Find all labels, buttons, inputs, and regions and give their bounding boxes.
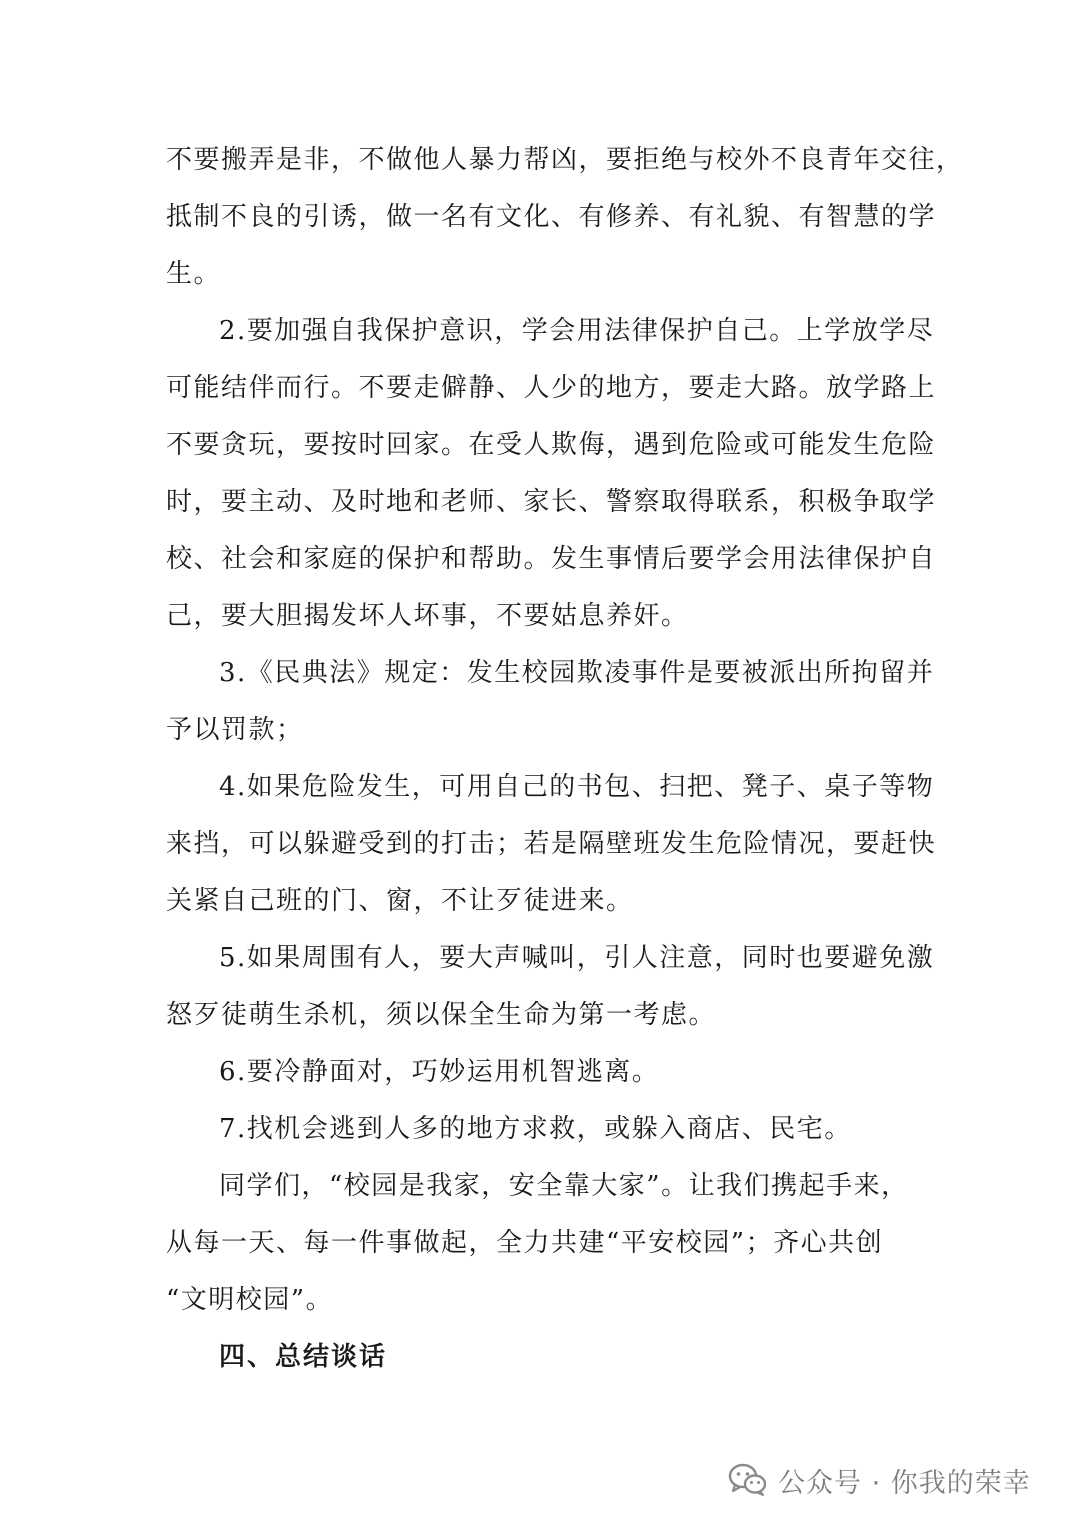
item-5-line-2: 怒歹徒萌生杀机，须以保全生命为第一考虑。 [166,1000,717,1030]
item-2-line-3: 不要贪玩，要按时回家。在受人欺侮，遇到危险或可能发生危险 [166,430,937,460]
paragraph-1-line-2: 抵制不良的引诱，做一名有文化、有修养、有礼貌、有智慧的学 [166,202,937,232]
item-6-line-1: 6.要冷静面对，巧妙运用机智逃离。 [219,1057,660,1087]
item-2-line-5: 校、社会和家庭的保护和帮助。发生事情后要学会用法律保护自 [166,544,937,574]
item-4-line-3: 关紧自己班的门、窗，不让歹徒进来。 [166,886,634,916]
item-3-line-1: 3.《民典法》规定：发生校园欺凌事件是要被派出所拘留并 [219,658,935,688]
watermark-text: 公众号 · 你我的荣幸 [778,1467,1031,1499]
item-4-line-1: 4.如果危险发生，可用自己的书包、扫把、凳子、桌子等物 [219,772,935,802]
closing-line-3: “文明校园”。 [166,1285,334,1315]
item-5-line-1: 5.如果周围有人，要大声喊叫，引人注意，同时也要避免激 [219,943,935,973]
watermark [728,1458,1031,1502]
item-7-line-1: 7.找机会逃到人多的地方求救，或躲入商店、民宅。 [219,1114,852,1144]
item-4-line-2: 来挡，可以躲避受到的打击；若是隔壁班发生危险情况，要赶快 [166,829,937,859]
item-2-line-1: 2.要加强自我保护意识，学会用法律保护自己。上学放学尽 [219,316,935,346]
paragraph-1-line-3: 生。 [166,259,222,289]
item-3-line-2: 予以罚款； [166,715,304,745]
item-2-line-4: 时，要主动、及时地和老师、家长、警察取得联系，积极争取学 [166,487,937,517]
closing-line-2: 从每一天、每一件事做起，全力共建“平安校园”；齐心共创 [166,1228,884,1258]
closing-line-1: 同学们，“校园是我家，安全靠大家”。让我们携起手来， [219,1171,909,1201]
paragraph-1-line-1: 不要搬弄是非，不做他人暴力帮凶，要拒绝与校外不良青年交往， [166,145,964,175]
item-2-line-6: 己，要大胆揭发坏人坏事，不要姑息养奸。 [166,601,689,631]
wechat-icon [728,1463,768,1497]
section-heading: 四、总结谈话 [219,1342,388,1372]
item-2-line-2: 可能结伴而行。不要走僻静、人少的地方，要走大路。放学路上 [166,373,937,403]
